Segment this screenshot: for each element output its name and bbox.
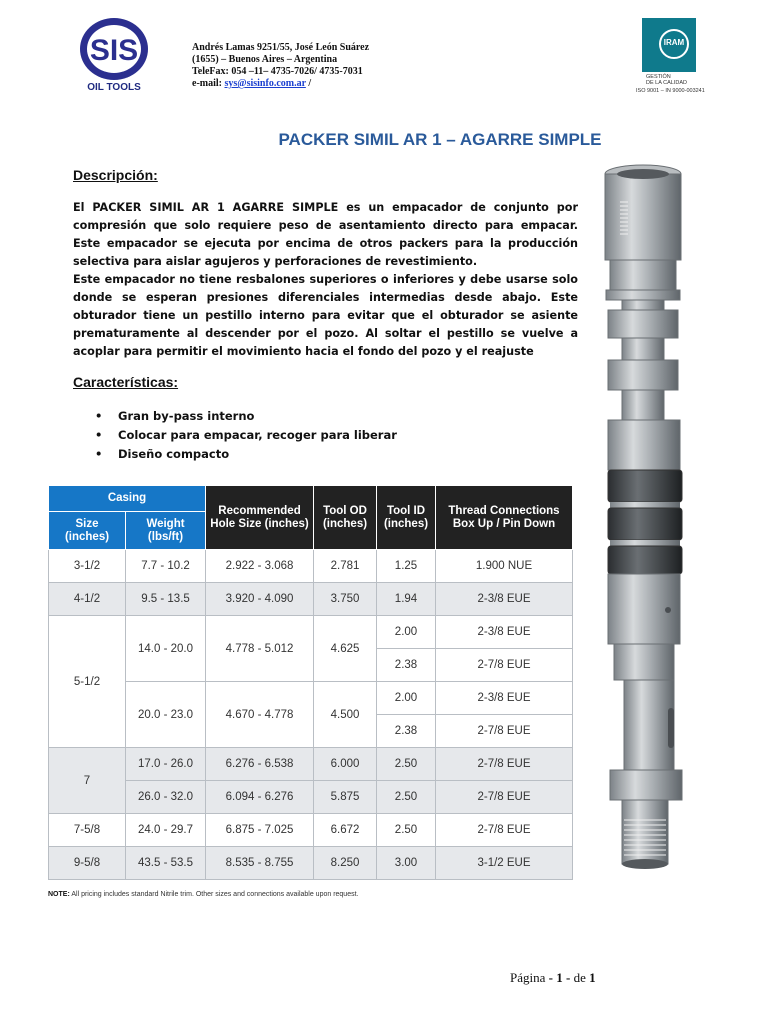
packer-tool-illustration — [598, 160, 728, 880]
table-row — [49, 847, 573, 880]
sis-logo-icon — [78, 16, 150, 82]
cell-weight: 9.5 - 13.5 — [126, 583, 206, 616]
list-item: • Colocar para empacar, recoger para liberar — [95, 426, 397, 445]
table-row — [49, 583, 573, 616]
specs-table — [48, 485, 573, 880]
cell-id: 2.38 — [377, 715, 436, 748]
hole-size-header: Recommended Hole Size (inches) — [206, 486, 314, 550]
page-title: PACKER SIMIL AR 1 – AGARRE SIMPLE — [278, 130, 602, 149]
table-row — [49, 616, 573, 649]
cell-size: 7 — [49, 748, 126, 814]
email-label: e-mail: — [192, 78, 222, 89]
cell-thread: 3-1/2 EUE — [436, 847, 573, 880]
description-heading: Descripción: — [73, 167, 158, 183]
cell-od: 4.500 — [314, 682, 377, 748]
cell-od: 3.750 — [314, 583, 377, 616]
features-list — [95, 407, 397, 464]
cell-hole: 6.276 - 6.538 — [206, 748, 314, 781]
cell-thread: 2-7/8 EUE — [436, 814, 573, 847]
phone-line: TeleFax: 054 –11– 4735-7026/ 4735-7031 — [192, 66, 363, 77]
cell-id: 2.50 — [377, 748, 436, 781]
cell-id: 2.00 — [377, 616, 436, 649]
weight-header: Weight (lbs/ft) — [126, 512, 206, 550]
list-item: • Gran by-pass interno — [95, 407, 397, 426]
tool-od-header: Tool OD (inches) — [314, 486, 377, 550]
cell-od: 5.875 — [314, 781, 377, 814]
cell-thread: 2-7/8 EUE — [436, 748, 573, 781]
cell-weight: 43.5 - 53.5 — [126, 847, 206, 880]
address-line: (1655) – Buenos Aires – Argentina — [192, 54, 338, 65]
cell-thread: 2-3/8 EUE — [436, 583, 573, 616]
page-middle: de — [570, 970, 590, 985]
thread-header: Thread Connections Box Up / Pin Down — [436, 486, 573, 550]
cell-od: 4.625 — [314, 616, 377, 682]
page-number — [510, 970, 596, 986]
email-line — [192, 78, 369, 90]
cert-logo-text: IRAM — [663, 38, 685, 47]
tool-id-header: Tool ID (inches) — [377, 486, 436, 550]
company-logo — [78, 16, 150, 96]
cert-iso: ISO 9001 – IN 9000-003241 — [636, 88, 705, 94]
cell-size: 3-1/2 — [49, 550, 126, 583]
cell-id: 1.94 — [377, 583, 436, 616]
features-heading: Características: — [73, 374, 179, 390]
list-item: • Diseño compacto — [95, 445, 397, 464]
cell-thread: 2-3/8 EUE — [436, 682, 573, 715]
cell-thread: 1.900 NUE — [436, 550, 573, 583]
cell-hole: 3.920 - 4.090 — [206, 583, 314, 616]
logo-letters: SIS — [89, 34, 139, 67]
address-line: Andrés Lamas 9251/55, José León Suárez — [192, 42, 370, 53]
cell-weight: 26.0 - 32.0 — [126, 781, 206, 814]
cell-id: 3.00 — [377, 847, 436, 880]
cell-hole: 8.535 - 8.755 — [206, 847, 314, 880]
table-row — [49, 550, 573, 583]
table-note — [48, 891, 359, 898]
cell-size: 7-5/8 — [49, 814, 126, 847]
page-total: 1 — [589, 970, 596, 985]
cell-id: 2.50 — [377, 781, 436, 814]
cell-size: 4-1/2 — [49, 583, 126, 616]
cell-od: 6.000 — [314, 748, 377, 781]
table-row — [49, 748, 573, 781]
cell-hole: 6.875 - 7.025 — [206, 814, 314, 847]
cell-thread: 2-7/8 EUE — [436, 715, 573, 748]
note-text: All pricing includes standard Nitrile trim. Other sizes and connections available upon request. — [69, 891, 359, 898]
cell-thread: 2-7/8 EUE — [436, 649, 573, 682]
email-link[interactable]: sys@sisinfo.com.ar — [224, 78, 306, 89]
description-paragraph: Este empacador no tiene resbalones superiores o inferiores y debe usarse solo donde se esperan presiones diferenciales intermedias desde abajo. Este obturador tiene un pestillo interno para evitar que el obturador se asiente prematuramente al descender por el pozo. Al soltar el pestillo se vuelve a acoplar para permitir el movimiento hacia el fondo del pozo y el reajuste — [73, 273, 578, 358]
cert-line: DE LA CALIDAD — [646, 80, 687, 86]
cell-id: 1.25 — [377, 550, 436, 583]
page-prefix: Página — [510, 970, 549, 985]
cell-od: 2.781 — [314, 550, 377, 583]
cell-hole: 2.922 - 3.068 — [206, 550, 314, 583]
cell-id: 2.00 — [377, 682, 436, 715]
cell-thread: 2-3/8 EUE — [436, 616, 573, 649]
cell-weight: 24.0 - 29.7 — [126, 814, 206, 847]
casing-header: Casing — [49, 486, 206, 512]
company-address — [192, 42, 369, 90]
cert-line: GESTIÓN — [646, 74, 671, 80]
table-row — [49, 682, 573, 715]
cell-od: 8.250 — [314, 847, 377, 880]
cell-id: 2.50 — [377, 814, 436, 847]
cell-thread: 2-7/8 EUE — [436, 781, 573, 814]
cert-caption — [646, 74, 687, 86]
note-label: NOTE: — [48, 891, 70, 898]
page-current: - 1 - — [548, 970, 571, 985]
logo-subtitle: OIL TOOLS — [87, 82, 141, 93]
table-row — [49, 781, 573, 814]
cell-size: 9-5/8 — [49, 847, 126, 880]
cell-hole: 4.778 - 5.012 — [206, 616, 314, 682]
cell-weight: 7.7 - 10.2 — [126, 550, 206, 583]
certification-logo — [636, 18, 716, 98]
cell-od: 6.672 — [314, 814, 377, 847]
cell-weight: 14.0 - 20.0 — [126, 616, 206, 682]
size-header: Size (inches) — [49, 512, 126, 550]
cell-weight: 20.0 - 23.0 — [126, 682, 206, 748]
cell-hole: 6.094 - 6.276 — [206, 781, 314, 814]
cell-weight: 17.0 - 26.0 — [126, 748, 206, 781]
cell-id: 2.38 — [377, 649, 436, 682]
email-suffix: / — [305, 78, 312, 89]
cell-hole: 4.670 - 4.778 — [206, 682, 314, 748]
description-paragraph: El PACKER SIMIL AR 1 AGARRE SIMPLE es un empacador de conjunto por compresión que solo requiere peso de asentamiento directo para empacar. Este empacador se ejecuta por encima de otros packers para la producción selectiva para aislar agujeros y perforaciones de revestimiento. — [73, 201, 578, 268]
table-row — [49, 814, 573, 847]
cell-size: 5-1/2 — [49, 616, 126, 748]
